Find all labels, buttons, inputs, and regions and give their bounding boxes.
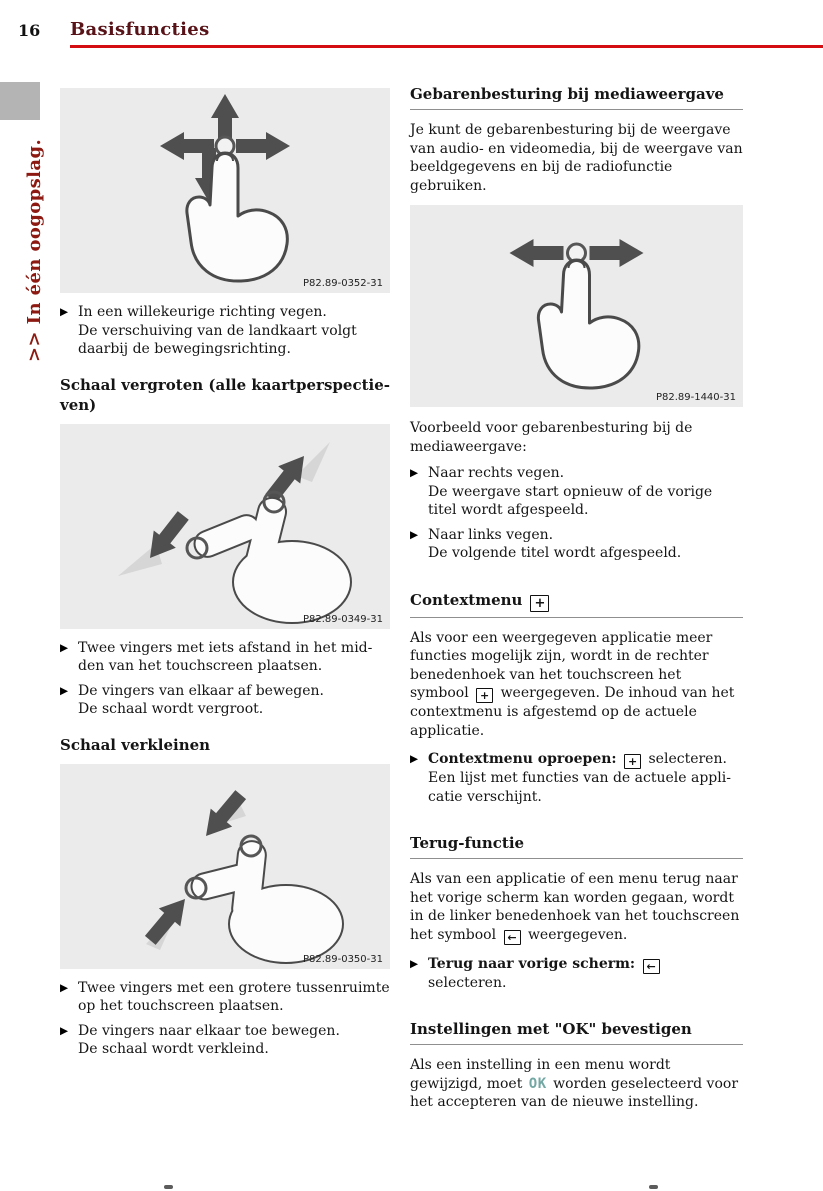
- back-function-heading: [410, 834, 743, 859]
- bullet-arrow-icon: ▶: [60, 684, 69, 697]
- bullet-arrow-icon: ▶: [60, 306, 69, 318]
- zoom-in-bullet: [60, 682, 390, 719]
- zoom-out-bullet: [60, 979, 390, 1016]
- media-swipe-illustration: [410, 205, 743, 407]
- figure-label: P82.89-0352-31: [302, 278, 383, 289]
- plus-box-icon: +: [624, 754, 641, 769]
- bullet-action: In een willekeurige richting vegen.: [78, 304, 327, 320]
- pan-bullet: [60, 303, 390, 359]
- bullet-action: Naar links vegen.: [428, 526, 554, 543]
- bullet-action: Twee vingers met iets afstand in het midden van het touchscreen plaatsen.: [78, 639, 373, 674]
- heading-text: Contextmenu: [410, 590, 523, 609]
- hand-icon: [192, 496, 350, 622]
- media-example-paragraph: Voorbeeld voor gebarenbesturing bij de mediaweergave:: [410, 420, 693, 455]
- zoom-out-bullet: [60, 1022, 390, 1059]
- header-rule: [70, 45, 823, 48]
- bullet-detail: De verschuiving van de landkaart volgt daarbij de bewegingsrichting.: [78, 322, 357, 357]
- page-bottom-mark: [164, 1185, 173, 1189]
- media-bullet: [410, 526, 743, 563]
- back-function-paragraph: [410, 870, 743, 945]
- figure-media-swipe-gesture: [410, 205, 743, 407]
- bullet-action: Twee vingers met een grotere tussenruimte op het touchscreen plaatsen.: [78, 979, 390, 1014]
- hand-icon: [538, 260, 638, 388]
- zoom-in-bullet: [60, 639, 390, 676]
- context-menu-bullet: [410, 750, 743, 806]
- media-gestures-heading: [410, 85, 743, 110]
- bullet-action: De vingers van elkaar af bewegen.: [78, 682, 324, 699]
- confirm-ok-heading: [410, 1020, 743, 1045]
- paragraph-text: Als een instelling in een menu wordt gewijzigd, moet: [410, 1057, 671, 1092]
- bullet-arrow-icon: ▶: [410, 528, 419, 541]
- bullet-action-tail: selecteren.: [428, 974, 507, 991]
- chapter-index-tab: [0, 82, 40, 120]
- plus-box-icon: +: [530, 595, 549, 612]
- bullet-arrow-icon: ▶: [60, 1024, 69, 1037]
- page-number: 16: [18, 21, 41, 40]
- bullet-arrow-icon: ▶: [60, 641, 69, 654]
- bullet-action-lead: Contextmenu oproepen:: [428, 751, 617, 767]
- context-menu-paragraph: [410, 629, 743, 741]
- plus-box-icon: +: [476, 688, 493, 703]
- zoom-in-gesture-illustration: [60, 424, 390, 629]
- back-function-bullet: [410, 955, 743, 993]
- figure-zoom-out-gesture: [60, 764, 390, 969]
- hand-icon: [187, 153, 287, 281]
- page-bottom-mark: [649, 1185, 658, 1189]
- media-bullet: [410, 464, 743, 520]
- chapter-title: Basisfuncties: [70, 19, 210, 40]
- pan-gesture-illustration: [60, 88, 390, 293]
- paragraph-text: worden geselecteerd voor het accepteren van de nieuwe instelling.: [410, 1075, 739, 1110]
- bullet-arrow-icon: ▶: [60, 981, 69, 994]
- bullet-action: Naar rechts vegen.: [428, 465, 565, 481]
- hand-icon: [190, 840, 342, 961]
- figure-label: P82.89-0350-31: [302, 953, 383, 965]
- back-arrow-box-icon: ←: [504, 930, 521, 945]
- heading-text: Terug-functie: [410, 834, 525, 852]
- arrow-right-icon: [590, 239, 644, 267]
- bullet-detail: De schaal wordt verkleind.: [78, 1041, 269, 1057]
- bullet-action-lead: Terug naar vorige scherm:: [428, 955, 636, 972]
- confirm-ok-paragraph: [410, 1056, 743, 1112]
- arrow-up-right-icon: [140, 890, 196, 949]
- figure-zoom-in-gesture: [60, 424, 390, 629]
- arrow-left-icon: [510, 239, 564, 267]
- bullet-action: De vingers naar elkaar toe bewegen.: [78, 1022, 340, 1039]
- paragraph-text: weergegeven. De inhoud van het contextmenu is afgestemd op de actuele applicatie.: [410, 685, 735, 739]
- ok-display-value: OK: [528, 1075, 547, 1092]
- figure-label: P82.89-0349-31: [302, 613, 383, 625]
- zoom-in-heading: Schaal vergroten (alle kaartperspectieven): [60, 375, 390, 414]
- paragraph-text: Als voor een weergegeven applicatie meer functies mogelijk zijn, wordt in de rechter benedenhoek van het touchscreen het symbool: [410, 629, 713, 701]
- bullet-arrow-icon: ▶: [410, 467, 419, 479]
- paragraph-text: Als van een applicatie of een menu terug naar het vorige scherm kan worden gegaan, wordt in de linker benedenhoek van het touchscreen het symbool: [410, 871, 740, 943]
- heading-text: Gebarenbesturing bij mediaweergave: [410, 85, 724, 103]
- arrow-right-icon: [236, 132, 290, 160]
- zoom-out-heading: Schaal verkleinen: [60, 735, 211, 754]
- left-column: [60, 88, 390, 1065]
- media-intro-paragraph: Je kunt de gebarenbesturing bij de weergave van audio- en videomedia, bij de weergave van beeldgegevens en bij de radiofunctie gebruiken.: [410, 122, 743, 194]
- bullet-detail: Een lijst met functies van de actuele applicatie verschijnt.: [428, 770, 731, 805]
- bullet-arrow-icon: ▶: [410, 957, 419, 970]
- sidebar-chapter-label: >> In één oogopslag.: [24, 138, 45, 362]
- back-arrow-box-icon: ←: [643, 959, 660, 974]
- bullet-action-tail: selecteren.: [648, 751, 727, 767]
- heading-text: Instellingen met "OK" bevestigen: [410, 1020, 692, 1038]
- zoom-out-gesture-illustration: [60, 764, 390, 969]
- bullet-arrow-icon: ▶: [410, 753, 419, 765]
- paragraph-text: weergegeven.: [527, 926, 628, 943]
- bullet-detail: De weergave start opnieuw of de vorige titel wordt afgespeeld.: [428, 483, 713, 518]
- context-menu-heading: [410, 591, 743, 618]
- right-column: [410, 85, 743, 1122]
- figure-label: P82.89-1440-31: [655, 392, 736, 403]
- bullet-detail: De schaal wordt vergroot.: [78, 701, 264, 717]
- bullet-detail: De volgende titel wordt afgespeeld.: [428, 545, 682, 561]
- figure-pan-gesture: [60, 88, 390, 293]
